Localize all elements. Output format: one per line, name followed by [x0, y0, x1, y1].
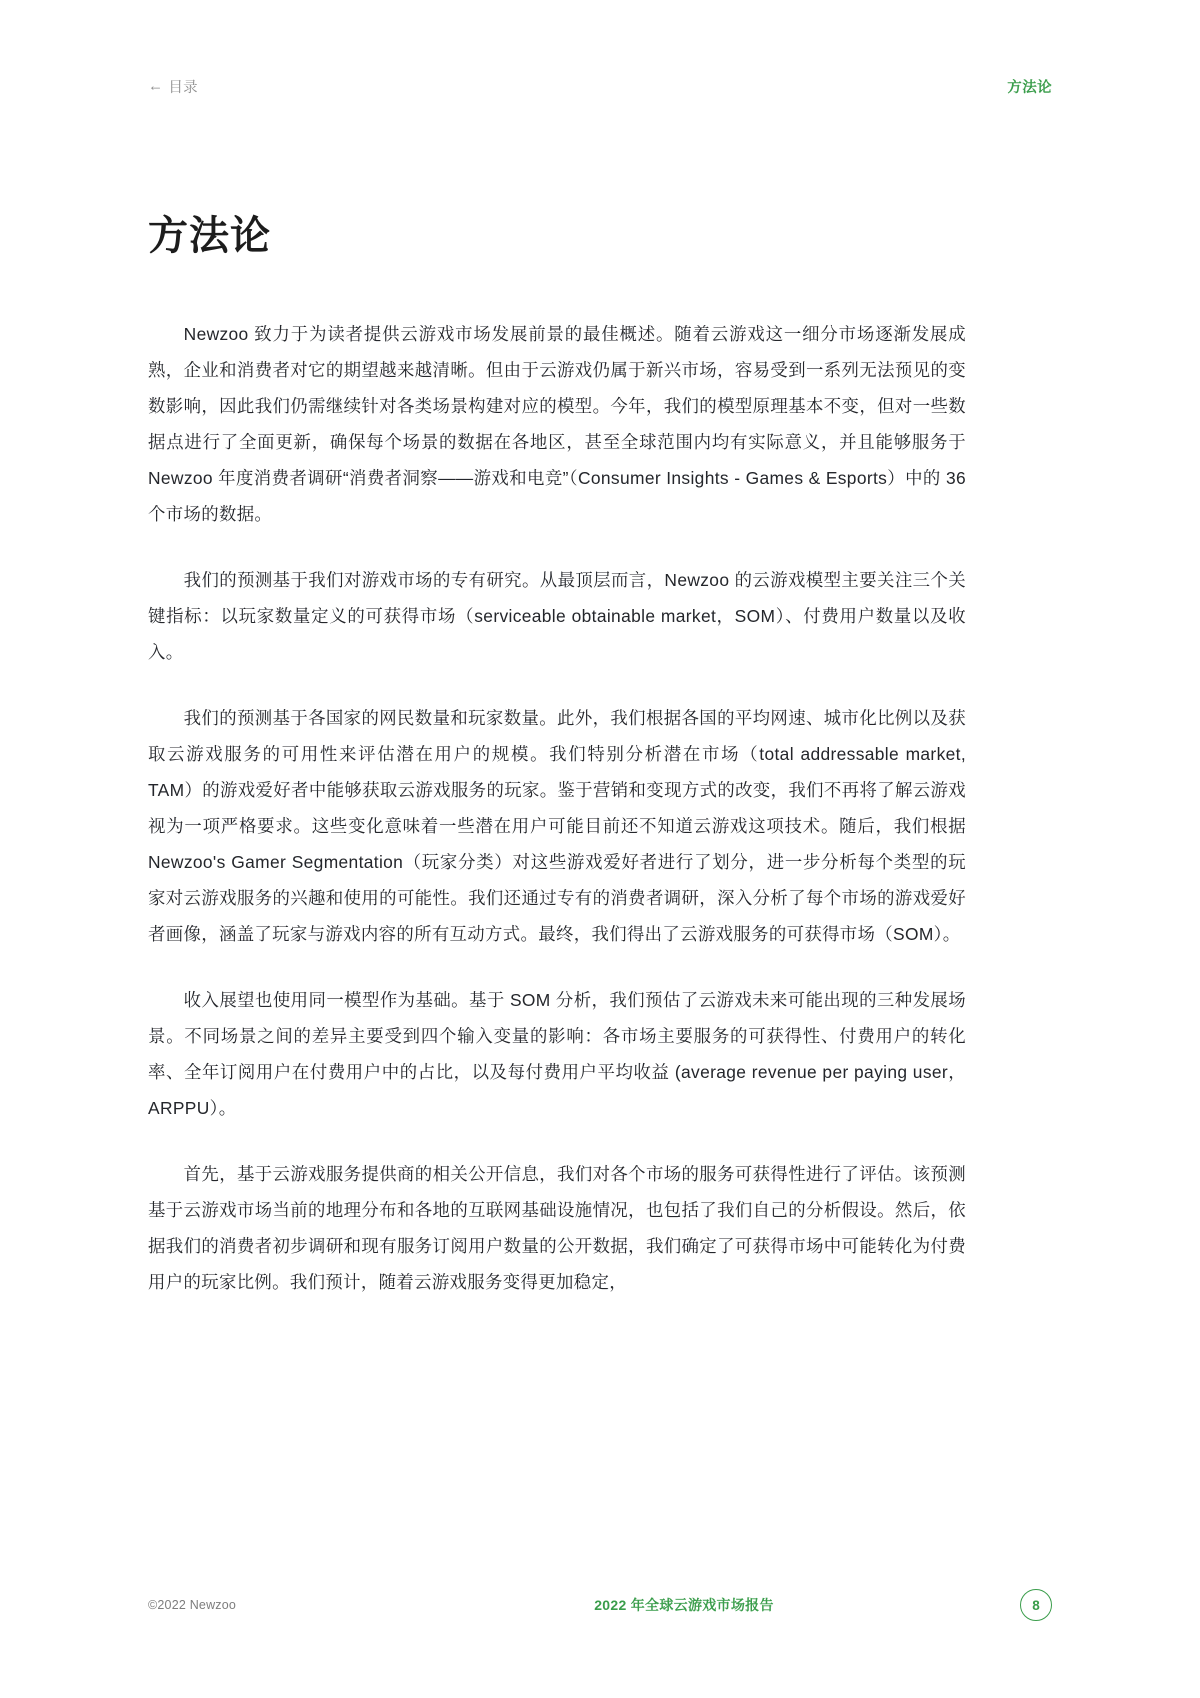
- body-paragraph: 首先，基于云游戏服务提供商的相关公开信息，我们对各个市场的服务可获得性进行了评估。该预测基于云游戏市场当前的地理分布和各地的互联网基础设施情况，也包括了我们自己的分析假设。然后，依据我们的消费者初步调研和现有服务订阅用户数量的公开数据，我们确定了可获得市场中可能转化为付费用户的玩家比例。我们预计，随着云游戏服务变得更加稳定，: [148, 1164, 966, 1293]
- body-paragraph: 我们的预测基于我们对游戏市场的专有研究。从最顶层而言，Newzoo 的云游戏模型主要关注三个关键指标：以玩家数量定义的可获得市场（serviceable obtainable market，SOM）、付费用户数量以及收入。: [148, 570, 966, 663]
- section-tag: 方法论: [1007, 79, 1052, 96]
- back-arrow-icon: ←: [148, 77, 164, 94]
- back-to-contents-label: 目录: [168, 79, 198, 96]
- page-number-badge: 8: [1020, 1589, 1052, 1621]
- body-paragraph: 收入展望也使用同一模型作为基础。基于 SOM 分析，我们预估了云游戏未来可能出现的三种发展场景。不同场景之间的差异主要受到四个输入变量的影响：各市场主要服务的可获得性、付费用户的转化率、全年订阅用户在付费用户中的占比，以及每付费用户平均收益 (average revenue per paying user，ARPPU）。: [148, 990, 966, 1119]
- page-header: [148, 72, 1052, 100]
- report-title: 2022 年全球云游戏市场报告: [594, 1597, 774, 1613]
- copyright-text: ©2022 Newzoo: [148, 1598, 237, 1612]
- back-to-contents-link[interactable]: [148, 76, 198, 97]
- page-title: 方法论: [148, 214, 271, 258]
- body-paragraph: Newzoo 致力于为读者提供云游戏市场发展前景的最佳概述。随着云游戏这一细分市场逐渐发展成熟，企业和消费者对它的期望越来越清晰。但由于云游戏仍属于新兴市场，容易受到一系列无法预见的变数影响，因此我们仍需继续针对各类场景构建对应的模型。今年，我们的模型原理基本不变，但对一些数据点进行了全面更新，确保每个场景的数据在各地区，甚至全球范围内均有实际意义，并且能够服务于 Newzoo 年度消费者调研“消费者洞察——游戏和电竞”（Consumer Insights - Games & Esports）中的 36 个市场的数据。: [148, 324, 966, 525]
- page-footer: [148, 1590, 1052, 1620]
- body-paragraph: 我们的预测基于各国家的网民数量和玩家数量。此外，我们根据各国的平均网速、城市化比例以及获取云游戏服务的可用性来评估潜在用户的规模。我们特别分析潜在市场（total addressable market, TAM）的游戏爱好者中能够获取云游戏服务的玩家。鉴于营销和变现方式的改变，我们不再将了解云游戏视为一项严格要求。这些变化意味着一些潜在用户可能目前还不知道云游戏这项技术。随后，我们根据 Newzoo's Gamer Segmentation（玩家分类）对这些游戏爱好者进行了划分，进一步分析每个类型的玩家对云游戏服务的兴趣和使用的可能性。我们还通过专有的消费者调研，深入分析了每个市场的游戏爱好者画像，涵盖了玩家与游戏内容的所有互动方式。最终，我们得出了云游戏服务的可获得市场（SOM）。: [148, 708, 966, 945]
- document-content: [148, 212, 966, 1300]
